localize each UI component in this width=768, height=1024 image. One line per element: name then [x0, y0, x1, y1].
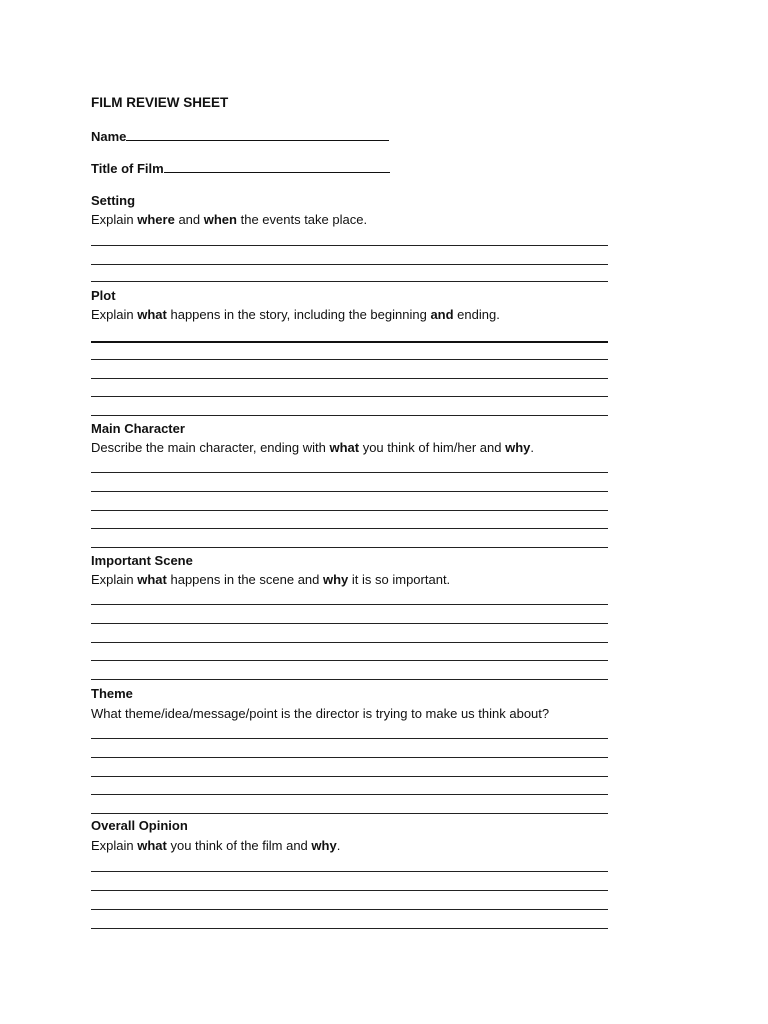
- section-instruction-overall-opinion: [91, 838, 340, 854]
- instruction-emphasis: what: [137, 307, 167, 322]
- answer-line[interactable]: [91, 679, 608, 680]
- instruction-text: and: [174, 212, 204, 227]
- answer-line[interactable]: [91, 245, 608, 246]
- section-instruction-setting: [91, 212, 367, 228]
- answer-line[interactable]: [91, 472, 608, 473]
- answer-line[interactable]: [91, 528, 608, 529]
- film-title-blank-line[interactable]: [164, 161, 390, 173]
- instruction-emphasis: when: [203, 212, 237, 227]
- answer-line[interactable]: [91, 510, 608, 511]
- instruction-emphasis: what: [329, 440, 360, 455]
- instruction-text: .: [336, 838, 341, 853]
- answer-line[interactable]: [91, 909, 608, 910]
- answer-line[interactable]: [91, 776, 608, 777]
- instruction-text: .: [530, 440, 534, 455]
- name-field[interactable]: [91, 129, 389, 145]
- instruction-text: Explain: [91, 838, 138, 853]
- section-heading-theme: Theme: [91, 686, 133, 701]
- answer-line[interactable]: [91, 813, 608, 814]
- instruction-text: you think of the film and: [166, 838, 312, 853]
- section-heading-important-scene: Important Scene: [91, 553, 193, 568]
- answer-line[interactable]: [91, 794, 608, 795]
- instruction-text: Describe the main character, ending with: [91, 440, 330, 455]
- section-instruction-important-scene: [91, 572, 450, 588]
- name-label: Name: [91, 129, 127, 144]
- answer-line[interactable]: [91, 264, 608, 265]
- answer-line[interactable]: [91, 928, 608, 929]
- instruction-text: you think of him/her and: [359, 440, 506, 455]
- answer-line[interactable]: [91, 642, 608, 643]
- instruction-emphasis: what: [137, 572, 167, 587]
- instruction-text: happens in the scene and: [166, 572, 323, 587]
- name-blank-line[interactable]: [126, 129, 389, 141]
- film-title-field[interactable]: [91, 161, 390, 177]
- instruction-text: the events take place.: [236, 212, 368, 227]
- answer-line[interactable]: [91, 415, 608, 416]
- answer-line[interactable]: [91, 359, 608, 360]
- answer-line[interactable]: [91, 871, 608, 872]
- instruction-text: it is so important.: [348, 572, 451, 587]
- answer-line[interactable]: [91, 890, 608, 891]
- section-heading-main-character: Main Character: [91, 421, 185, 436]
- instruction-text: Explain: [91, 572, 138, 587]
- instruction-emphasis: why: [311, 838, 337, 853]
- instruction-text: Explain: [91, 212, 138, 227]
- film-title-label: Title of Film: [91, 161, 164, 176]
- answer-line[interactable]: [91, 547, 608, 548]
- section-instruction-plot: [91, 307, 500, 323]
- answer-line[interactable]: [91, 341, 608, 343]
- section-heading-plot: Plot: [91, 288, 116, 303]
- instruction-emphasis: what: [137, 838, 167, 853]
- sheet-title: FILM REVIEW SHEET: [91, 95, 229, 110]
- answer-line[interactable]: [91, 660, 608, 661]
- instruction-emphasis: and: [430, 307, 454, 322]
- section-heading-setting: Setting: [91, 193, 136, 208]
- section-instruction-main-character: [91, 440, 534, 456]
- instruction-emphasis: why: [505, 440, 531, 455]
- instruction-text: What theme/idea/message/point is the director is trying to make us think about?: [91, 706, 550, 721]
- instruction-text: Explain: [91, 307, 138, 322]
- answer-line[interactable]: [91, 281, 608, 282]
- instruction-emphasis: why: [323, 572, 349, 587]
- answer-line[interactable]: [91, 604, 608, 605]
- answer-line[interactable]: [91, 757, 608, 758]
- instruction-text: ending.: [453, 307, 500, 322]
- answer-line[interactable]: [91, 738, 608, 739]
- instruction-emphasis: where: [137, 212, 175, 227]
- answer-line[interactable]: [91, 396, 608, 397]
- answer-line[interactable]: [91, 378, 608, 379]
- section-heading-overall-opinion: Overall Opinion: [91, 818, 188, 833]
- answer-line[interactable]: [91, 491, 608, 492]
- answer-line[interactable]: [91, 623, 608, 624]
- section-instruction-theme: [91, 706, 549, 722]
- instruction-text: happens in the story, including the beginning: [166, 307, 431, 322]
